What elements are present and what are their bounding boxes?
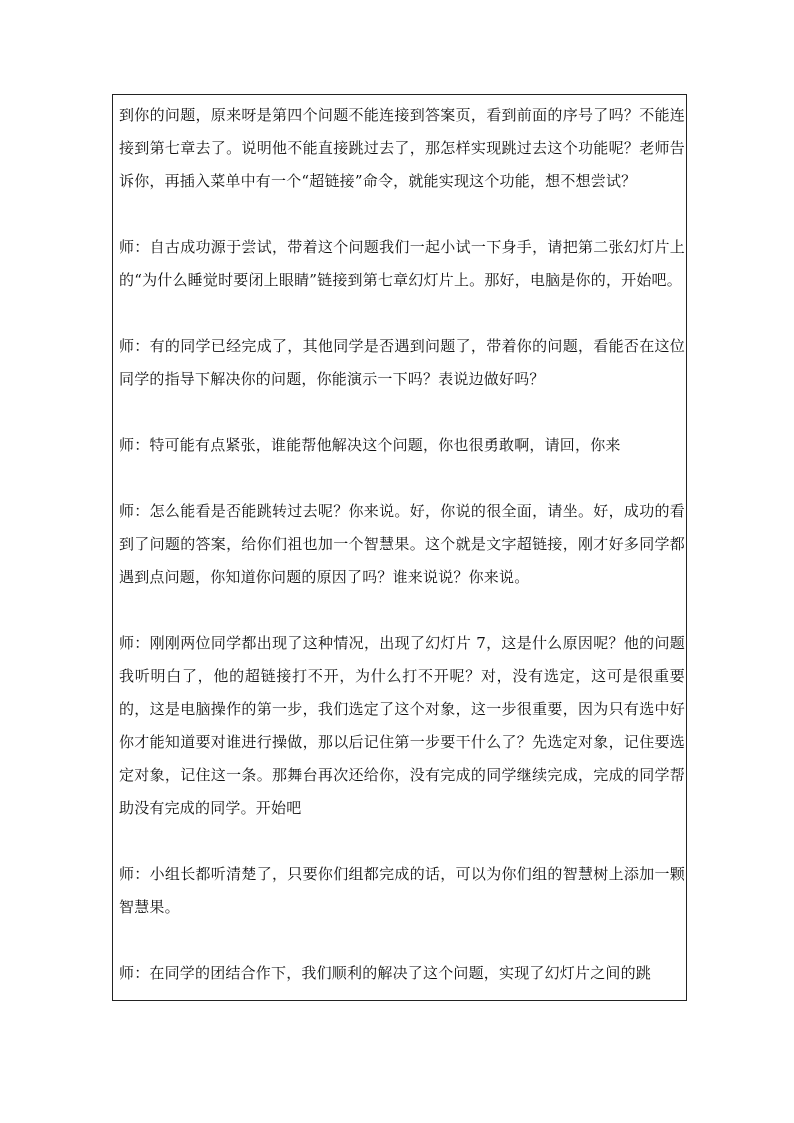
paragraph-spacer — [119, 198, 685, 231]
paragraph-2: 师：自古成功源于尝试，带着这个问题我们一起小试一下身手，请把第二张幻灯片上的“为什么睡觉时要闭上眼睛”链接到第七章幻灯片上。那好，电脑是你的，开始吧。 — [119, 238, 685, 289]
paragraph-spacer — [119, 396, 685, 429]
paragraph-3: 师：有的同学已经完成了，其他同学是否遇到问题了，带着你的问题，看能否在这位同学的指导下解决你的问题，你能演示一下吗？表说边做好吗？ — [119, 337, 685, 388]
paragraph-4: 师：特可能有点紧张，谁能帮他解决这个问题，你也很勇敢啊，请回，你来 — [119, 436, 621, 454]
document-body — [119, 99, 685, 990]
paragraph-7: 师：小组长都听清楚了，只要你们组都完成的话，可以为你们组的智慧树上添加一颗智慧果。 — [119, 865, 685, 916]
paragraph-8: 师：在同学的团结合作下，我们顺利的解决了这个问题，实现了幻灯片之间的跳 — [119, 964, 652, 982]
paragraph-5: 师：怎么能看是否能跳转过去呢？你来说。好，你说的很全面，请坐。好，成功的看到了问题的答案，给你们祖也加一个智慧果。这个就是文字超链接，刚才好多同学都遇到点问题，你知道你问题的原因了吗？谁来说说？你来说。 — [119, 502, 685, 586]
paragraph-spacer — [119, 297, 685, 330]
paragraph-spacer — [119, 594, 685, 627]
paragraph-6: 师：刚刚两位同学都出现了这种情况，出现了幻灯片 7，这是什么原因呢？他的问题我听明白了，他的超链接打不开，为什么打不开呢？对，没有选定，这可是很重要的，这是电脑操作的第一步，我们选定了这个对象，这一步很重要，因为只有选中好你才能知道要对谁进行操做，那以后记住第一步要干什么了？先选定对象，记住要选定对象，记住这一条。那舞台再次还给你，没有完成的同学继续完成，完成的同学帮助没有完成的同学。开始吧 — [119, 634, 685, 817]
paragraph-spacer — [119, 924, 685, 957]
document-frame — [112, 94, 687, 1001]
paragraph-1: 到你的问题，原来呀是第四个问题不能连接到答案页，看到前面的序号了吗？不能连接到第七章去了。说明他不能直接跳过去了，那怎样实现跳过去这个功能呢？老师告诉你，再插入菜单中有一个“超链接”命令，就能实现这个功能，想不想尝试？ — [119, 106, 685, 190]
paragraph-spacer — [119, 825, 685, 858]
paragraph-spacer — [119, 462, 685, 495]
